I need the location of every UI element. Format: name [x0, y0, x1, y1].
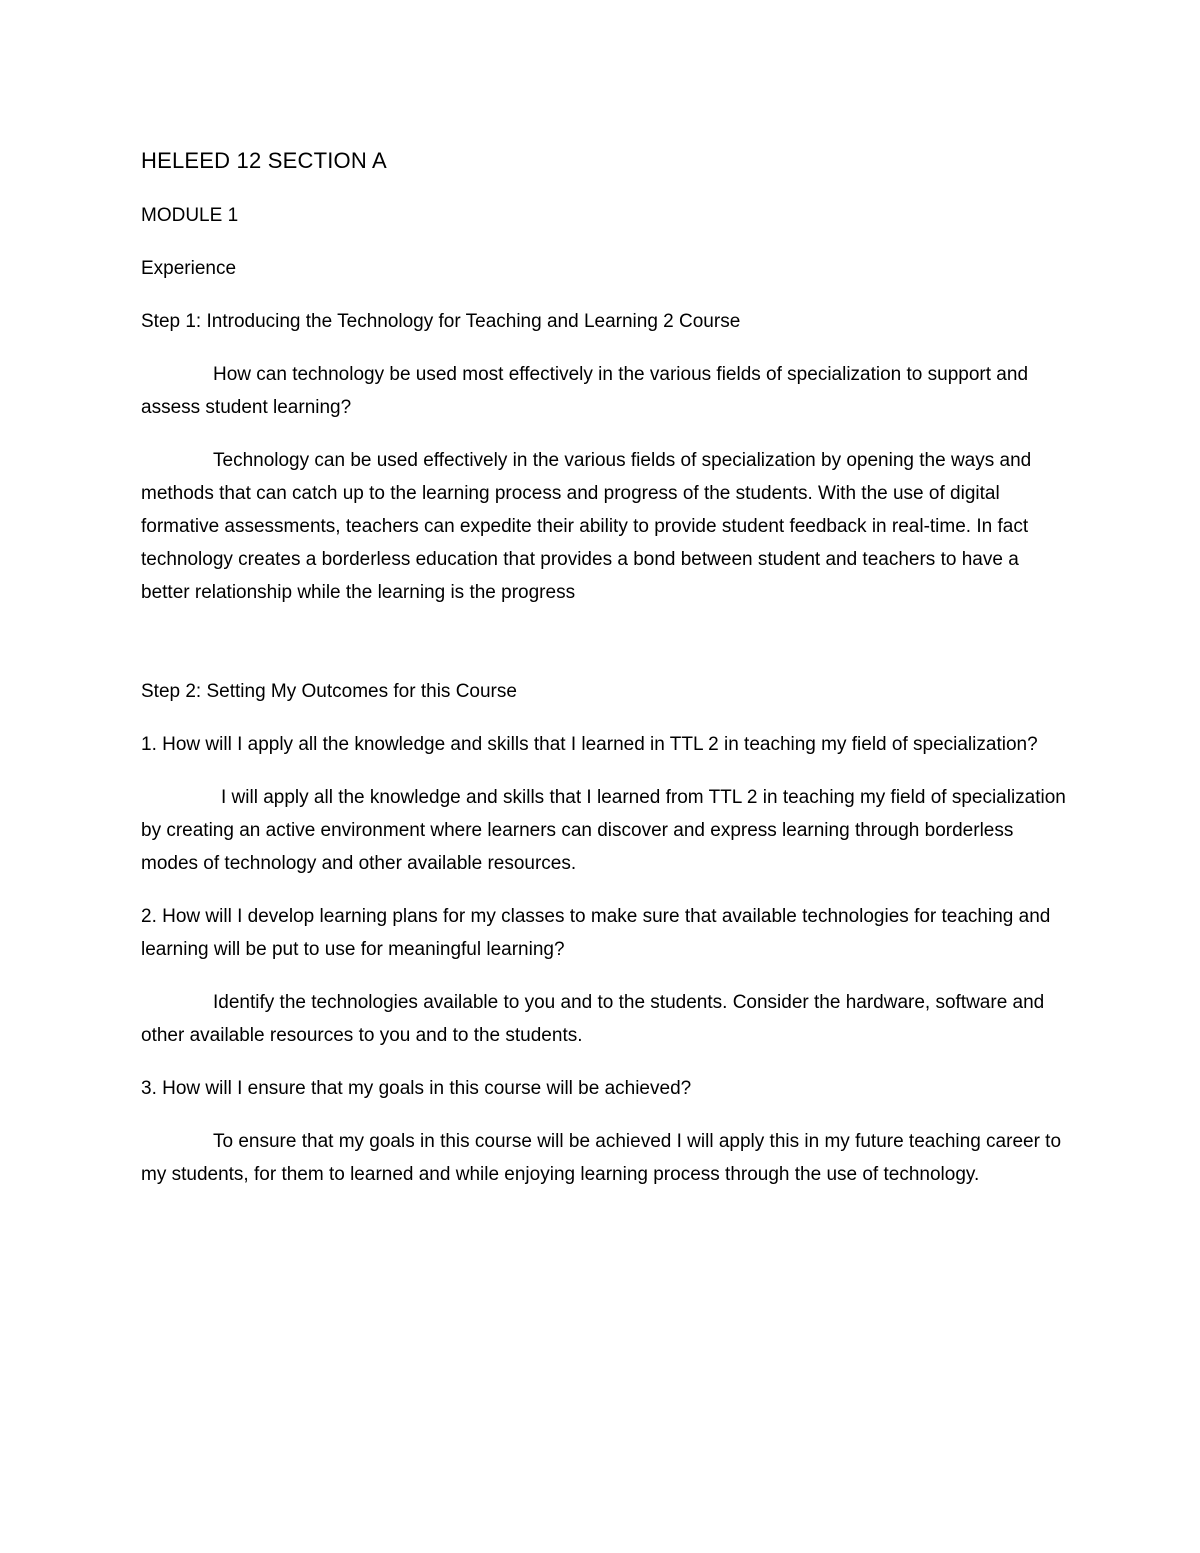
step2-answer-3: To ensure that my goals in this course will be achieved I will apply this in my future teaching career to my students, for them to learned and while enjoying learning process through the use of technology.	[141, 1131, 1062, 1185]
module-label: MODULE 1	[141, 205, 239, 226]
step2-question-1: 1. How will I apply all the knowledge and skills that I learned in TTL 2 in teaching my field of specialization?	[141, 734, 1038, 755]
step1-question: How can technology be used most effectively in the various fields of specialization to support and assess student learning?	[141, 364, 1029, 418]
step2-answer-2: Identify the technologies available to you and to the students. Consider the hardware, software and other available resources to you and to the students.	[141, 992, 1045, 1046]
section-label: Experience	[141, 258, 237, 279]
step2-question-3: 3. How will I ensure that my goals in this course will be achieved?	[141, 1078, 692, 1099]
step2-answer-1: I will apply all the knowledge and skills that I learned from TTL 2 in teaching my field of specialization by creating an active environment where learners can discover and express learning through borderless modes of technology and other available resources.	[141, 787, 1066, 874]
step1-answer: Technology can be used effectively in the various fields of specialization by opening the ways and methods that can catch up to the learning process and progress of the students. With the use of digital formative assessments, teachers can expedite their ability to provide student feedback in real-time. In fact technology creates a borderless education that provides a bond between student and teachers to have a better relationship while the learning is the progress	[141, 450, 1032, 603]
step2-heading: Step 2: Setting My Outcomes for this Course	[141, 681, 517, 702]
document-title: HELEED 12 SECTION A	[141, 148, 387, 173]
step1-heading: Step 1: Introducing the Technology for Teaching and Learning 2 Course	[141, 311, 741, 332]
step2-question-2: 2. How will I develop learning plans for my classes to make sure that available technologies for teaching and learning will be put to use for meaningful learning?	[141, 906, 1051, 960]
document-page	[141, 146, 1066, 1211]
